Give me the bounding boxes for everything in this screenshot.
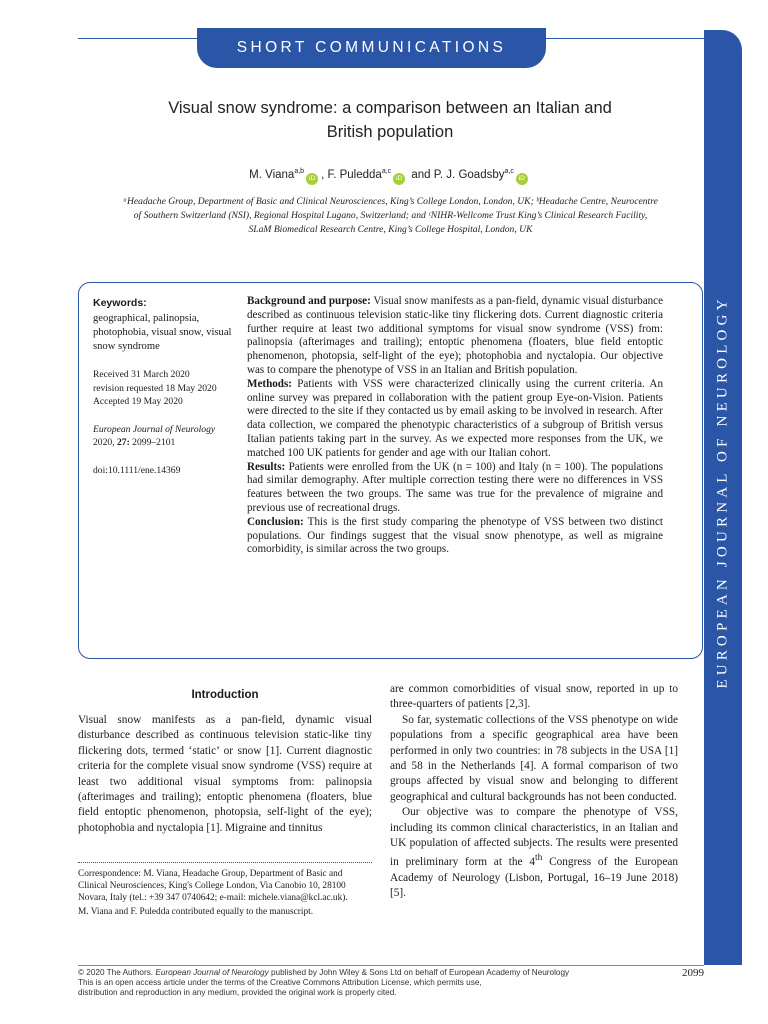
affiliation-line-3: SLaM Biomedical Research Centre, King’s College Hospital, London, UK [248,224,533,235]
copyright-journal: European Journal of Neurology [155,968,269,977]
ordinal-suffix: th [534,853,543,864]
title-line-1: Visual snow syndrome: a comparison between an Italian and [168,99,612,117]
keywords-heading: Keywords: [93,297,147,309]
abstract-background-body: Visual snow manifests as a pan-field, dynamic visual disturbance described as continuous television static-like tiny flickering dots. Current diagnostic criteria further require at least two additional symptoms for visual snow syndrome (VSS) from: palinopsia (afterimages and trailing); entoptic phenomena (floaters, blue field entoptic phenomenon, photopsia, self-light of the eye); photophobia and nyctalopia. Our objective was to compare the phenotype of VSS in an Italian and British population. [247,295,664,376]
copyright-footer [78,968,658,998]
section-label: SHORT COMMUNICATIONS [236,39,507,56]
journal-year: 2020, [93,437,117,448]
journal-volume: 27: [116,437,130,448]
article-info-panel [93,296,233,478]
affiliation-line-1: ᵃHeadache Group, Department of Basic and Clinical Neurosciences, King’s College London, London, UK; ᵇHeadache Centre, Neurocentre [123,196,658,207]
author-1-affil: a,b [294,168,305,175]
abstract-conclusion-heading: Conclusion: [247,515,304,528]
article-dates [93,368,233,409]
orcid-icon[interactable]: iD [516,173,528,185]
keywords-list: geographical, palinopsia, photophobia, visual snow, visual snow syndrome [93,313,232,352]
received-date: Received 31 March 2020 [93,369,190,380]
author-3-affil: a,c [504,168,514,175]
equal-contribution-note: M. Viana and F. Puledda contributed equally to the manuscript. [78,906,314,917]
license-line-1: This is an open access article under the terms of the Creative Commons Attribution License, which permits use, [78,978,482,987]
license-line-2: distribution and reproduction in any medium, provided the original work is properly cited. [78,988,397,997]
body-column-right [390,682,678,901]
copyright-publisher: published by John Wiley & Sons Ltd on behalf of European Academy of Neurology [268,968,570,977]
article-title [80,96,700,144]
journal-name: European Journal of Neurology [93,423,216,435]
section-banner [197,28,546,68]
footer-rule [78,965,704,966]
orcid-icon[interactable]: iD [306,173,318,185]
abstract-results-heading: Results: [247,460,286,473]
affiliation-line-2: of Southern Switzerland (NSI), Regional Hospital Lugano, Switzerland; and ᶜNIHR-Wellcome Trust King’s Clinical Research Facility, [133,210,648,221]
affiliations [78,195,703,237]
abstract-methods-body: Patients with VSS were characterized clinically using the current criteria. An online survey was prepared in collaboration with the patient group Eye-on-Vision. Patients were directed to the site if they contacted us by email asking to be involved in research. After data collection, we compared the phenotypic characteristics of a subgroup of British versus Italian patients taking part in the survey. As we expected more responses from the UK, we matched 100 UK patients for gender and age with our Italian cohort. [247,377,663,459]
introduction-heading: Introduction [191,689,259,701]
intro-paragraph-2: So far, systematic collections of the VSS phenotype on wide populations from a specific geographical area have been performed in only two countries: in 78 subjects in the USA [1] and 58 in the Netherlands [4]. A formal comparison of two groups affected by visual snow and belonging to different geographical and cultural backgrounds has not been conducted. [390,713,678,803]
orcid-icon[interactable]: iD [393,173,405,185]
footnote-rule [78,862,372,863]
doi-link[interactable]: doi:10.1111/ene.14369 [93,464,181,476]
abstract-results-body: Patients were enrolled from the UK (n = 100) and Italy (n = 100). The populations had similar demography. After multiple correction testing there were no differences in VSS features between the two groups. The same was true for the prevalence of migraine and previous use of recreational drugs. [247,460,663,514]
abstract-background [247,295,663,378]
abstract-results [247,461,663,516]
author-2: , F. Puledda [321,168,382,181]
correspondence-note: Correspondence: M. Viana, Headache Group, Department of Basic and Clinical Neurosciences, King's College London, Via Canobio 10, 28100 Novara, Italy (tel.: +39 347 0740642; e-mail: michele.viana@kcl.ac.uk). [78,869,348,904]
page-number: 2099 [682,967,704,979]
intro-paragraph-1-cont: are common comorbidities of visual snow, reported in up to three-quarters of patients [2,3]. [390,683,678,711]
title-line-2: British population [326,123,454,141]
abstract-conclusion-body: This is the first study comparing the phenotype of VSS between two distinct populations. Our findings suggest that the visual snow phenotype, as well as migraine comorbidity, is similar across the two groups. [247,515,663,556]
abstract-background-heading: Background and purpose: [247,295,371,307]
author-list [80,163,700,185]
author-3: and P. J. Goadsby [408,168,505,181]
revision-date: revision requested 18 May 2020 [93,382,217,394]
journal-citation [93,423,233,450]
abstract-methods-heading: Methods: [247,377,292,390]
intro-paragraph-3 [390,805,678,901]
abstract-methods [247,378,663,461]
intro-paragraph-1: Visual snow manifests as a pan-field, dynamic visual disturbance described as continuous television static-like tiny flickering dots, termed ‘static’ or snow [1]. Current diagnostic criteria for the complete visual snow syndrome (VSS) require at least two additional visual symptoms from: palinopsia (afterimages and trailing); entoptic phenomena (floaters, blue field entoptic phenomenon, photopsia, self-light of the eye); photophobia and nyctalopia [1]. Migraine and tinnitus [78,714,372,834]
intro-paragraph-3-b: Congress of the European Academy of Neurology (Lisbon, Portugal, 16–19 June 2018) [5]. [390,856,679,900]
journal-pages: 2099–2101 [129,437,176,448]
abstract-conclusion [247,516,663,557]
journal-sidebar-label: EUROPEAN JOURNAL OF NEUROLOGY [714,295,731,689]
author-2-affil: a,c [381,168,392,175]
copyright-prefix: © 2020 The Authors. [78,968,156,977]
author-1: M. Viana [249,168,295,181]
abstract-text [247,295,663,557]
accepted-date: Accepted 19 May 2020 [93,396,183,407]
body-column-left [78,713,372,836]
copyright-line-1 [78,968,658,978]
footnote [78,868,372,918]
intro-paragraph-3-a: Our objective was to compare the phenotype of VSS, including its common clinical characteristics, in an Italian and UK population of affected subjects. The results were presented in preliminary form at the 4 [390,806,678,869]
